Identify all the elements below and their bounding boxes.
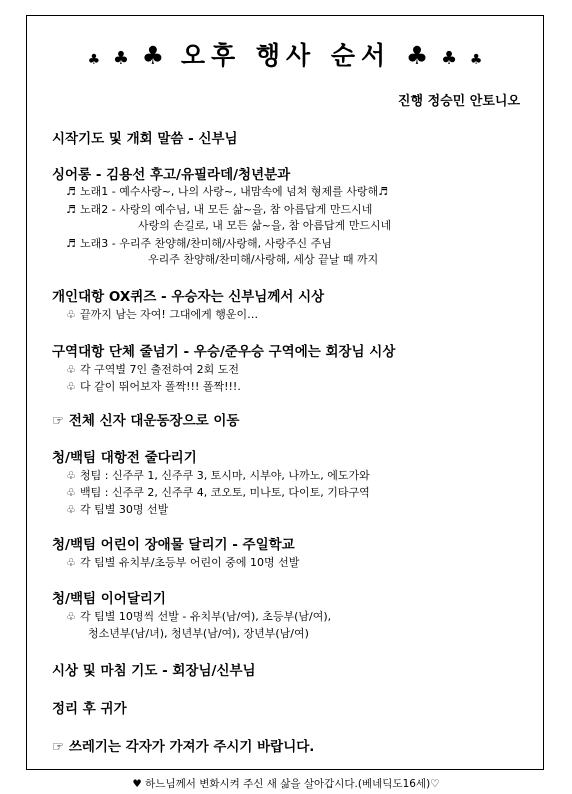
trash-notice-text: 쓰레기는 각자가 가져가 주시기 바랍니다. <box>68 739 315 755</box>
heading-awards: 시상 및 마침 기도 - 회장님/신부님 <box>52 663 256 679</box>
club-outline-icon: ♧ <box>66 503 76 516</box>
heading-cleanup: 정리 후 귀가 <box>52 701 127 717</box>
obstacle-item-1-text: 각 팀별 유치부/초등부 어린이 중에 10명 선발 <box>80 556 300 569</box>
heading-obstacle-race: 청/백팀 어린이 장애물 달리기 - 주일학교 <box>52 537 295 553</box>
heading-jump-rope: 구역대항 단체 줄넘기 - 우승/준우승 구역에는 회장님 시상 <box>52 344 396 360</box>
page-title <box>0 36 572 72</box>
club-outline-icon: ♧ <box>66 610 76 623</box>
song-2-text: 노래2 - 사랑의 예수님, 내 모든 삶~을, 참 아름답게 만드시네 <box>80 203 373 216</box>
song-3-continuation: 우리주 찬양해/찬미해/사랑해, 세상 끝날 때 까지 <box>148 253 379 266</box>
club-outline-icon: ♧ <box>66 556 76 569</box>
heading-sing-along: 싱어롱 - 김용선 후고/유필라데/청년분과 <box>52 167 291 183</box>
footer-quote: ♥ 하느님께서 변화시켜 주신 새 삶을 살아갑시다.(베네딕도16세)♡ <box>132 778 440 790</box>
music-note-icon: ♬ <box>66 203 76 216</box>
page-title-text: 오후 행사 순서 <box>180 41 392 70</box>
pointing-hand-icon: ☞ <box>52 413 65 429</box>
song-2-continuation: 사랑의 손길로, 내 모든 삶~을, 참 아름답게 만드시네 <box>138 219 392 232</box>
tug-item-3 <box>66 501 168 517</box>
move-notice-text: 전체 신자 대운동장으로 이동 <box>68 413 240 429</box>
ox-quiz-item <box>66 306 258 322</box>
pointing-hand-icon: ☞ <box>52 739 65 755</box>
music-note-icon: ♬ <box>66 237 76 250</box>
tug-item-3-text: 각 팀별 30명 선발 <box>80 503 169 516</box>
heading-relay: 청/백팀 이어달리기 <box>52 591 166 607</box>
club-outline-icon: ♧ <box>66 486 76 499</box>
relay-item-1-continuation: 청소년부(남/녀), 청년부(남/여), 장년부(남/여) <box>88 627 309 640</box>
presenter-line: 진행 정승민 안토니오 <box>397 94 520 109</box>
club-outline-icon: ♧ <box>66 469 76 482</box>
tug-item-1-text: 청팀 : 신주쿠 1, 신주쿠 3, 토시마, 시부야, 나까노, 에도가와 <box>80 469 370 482</box>
song-1-text: 노래1 - 예수사랑~, 나의 사랑~, 내맘속에 넘쳐 형제를 사랑해♬ <box>80 185 388 198</box>
song-3-text: 노래3 - 우리주 찬양해/찬미해/사랑해, 사랑주신 주님 <box>80 237 332 250</box>
clubs-icon-right: ♣ ♣ ♣ <box>405 41 485 70</box>
tug-item-1 <box>66 467 370 483</box>
relay-item-1 <box>66 608 331 624</box>
tug-item-2-text: 백팀 : 신주쿠 2, 신주쿠 4, 코오토, 미나토, 다이토, 기타구역 <box>80 486 370 499</box>
tug-item-2 <box>66 484 370 500</box>
club-outline-icon: ♧ <box>66 380 76 393</box>
heading-ox-quiz: 개인대항 OX퀴즈 - 우승자는 신부님께서 시상 <box>52 289 325 305</box>
song-2-item <box>66 201 372 217</box>
move-notice <box>52 409 239 429</box>
obstacle-item-1 <box>66 554 299 570</box>
jump-rope-item-2-text: 다 같이 뛰어보자 폴짝!!! 폴짝!!!. <box>80 380 241 393</box>
ox-quiz-item-text: 끝까지 남는 자여! 그대에게 행운이… <box>80 308 259 321</box>
jump-rope-item-1-text: 각 구역별 7인 출전하여 2회 도전 <box>80 363 239 376</box>
club-outline-icon: ♧ <box>66 363 76 376</box>
heading-opening-prayer: 시작기도 및 개회 말씀 - 신부님 <box>52 131 238 147</box>
music-note-icon: ♬ <box>66 185 76 198</box>
song-3-item <box>66 235 332 251</box>
club-outline-icon: ♧ <box>66 308 76 321</box>
jump-rope-item-1 <box>66 361 239 377</box>
relay-item-1-text: 각 팀별 10명씩 선발 - 유치부(남/여), 초등부(남/여), <box>80 610 332 623</box>
clubs-icon-left: ♣ ♣ ♣ <box>87 41 167 70</box>
trash-notice <box>52 735 314 755</box>
jump-rope-item-2 <box>66 378 241 394</box>
heading-tug-of-war: 청/백팀 대항전 줄다리기 <box>52 450 197 466</box>
song-1-item <box>66 183 388 199</box>
